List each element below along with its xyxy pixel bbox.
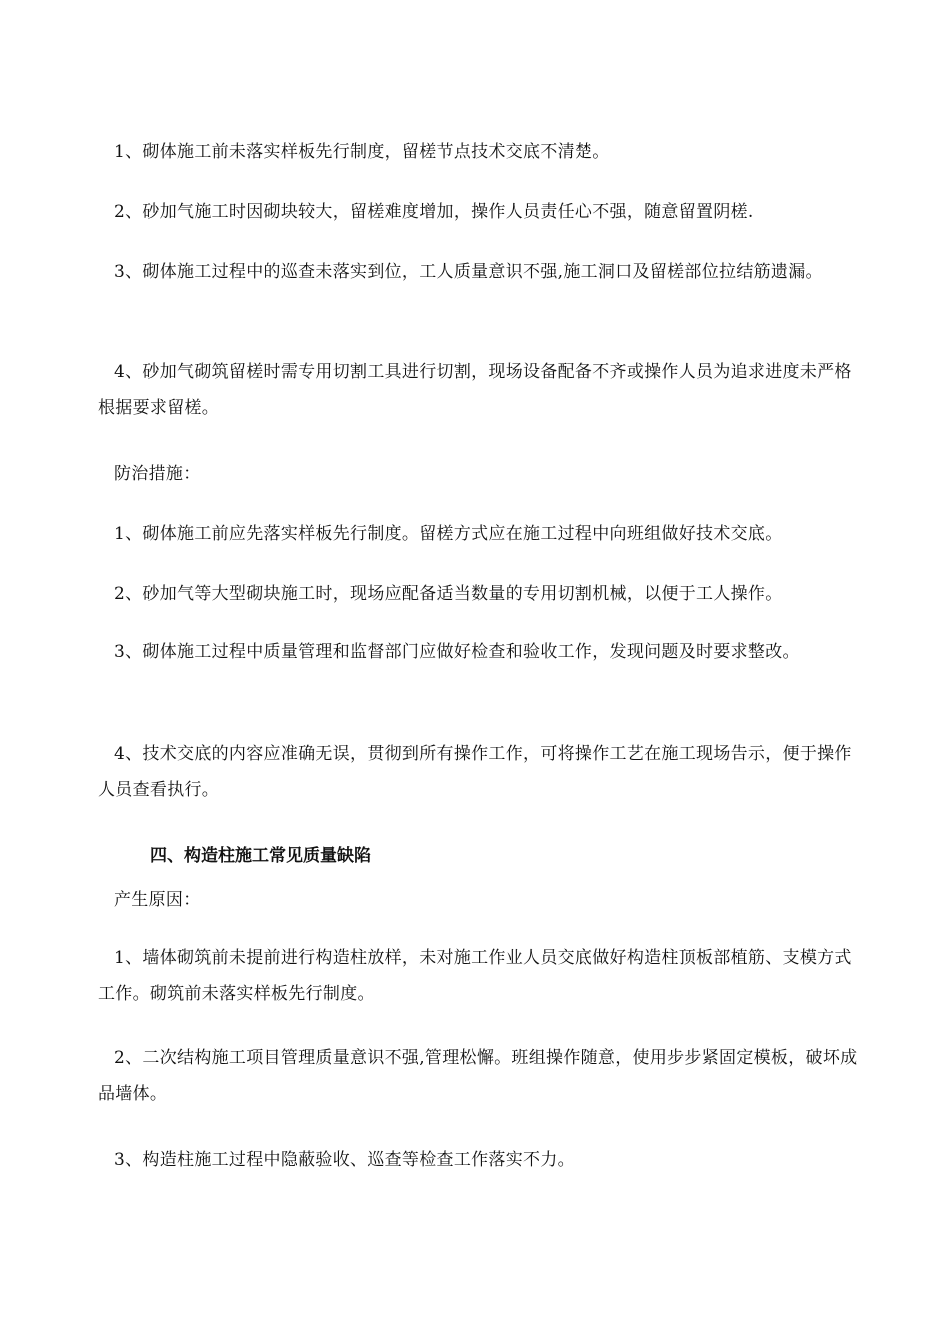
defect-cause-item-1: 1、墙体砌筑前未提前进行构造柱放样，未对施工作业人员交底做好构造柱顶板部植筋、支模方式工作。砌筑前未落实样板先行制度。 bbox=[98, 948, 852, 1004]
measure-item-3: 3、砌体施工过程中质量管理和监督部门应做好检查和验收工作，发现问题及时要求整改。 bbox=[114, 642, 800, 662]
cause-item-2: 2、砂加气施工时因砌块较大，留槎难度增加，操作人员责任心不强，随意留置阴槎. bbox=[114, 202, 754, 222]
causes-label: 产生原因： bbox=[114, 890, 201, 910]
defect-cause-item-2: 2、二次结构施工项目管理质量意识不强,管理松懈。班组操作随意，使用步步紧固定模板，破坏成品墙体。 bbox=[98, 1048, 858, 1104]
cause-item-3: 3、砌体施工过程中的巡查未落实到位，工人质量意识不强,施工洞口及留槎部位拉结筋遗漏。 bbox=[114, 262, 823, 282]
measures-label: 防治措施： bbox=[114, 464, 201, 484]
measure-item-2: 2、砂加气等大型砌块施工时，现场应配备适当数量的专用切割机械，以便于工人操作。 bbox=[114, 584, 783, 604]
measure-item-4: 4、技术交底的内容应准确无误，贯彻到所有操作工作，可将操作工艺在施工现场告示，便于操作人员查看执行。 bbox=[98, 744, 852, 800]
measure-item-1: 1、砌体施工前应先落实样板先行制度。留槎方式应在施工过程中向班组做好技术交底。 bbox=[114, 524, 783, 544]
defect-cause-item-3: 3、构造柱施工过程中隐蔽验收、巡查等检查工作落实不力。 bbox=[114, 1150, 575, 1170]
cause-item-1: 1、砌体施工前未落实样板先行制度，留槎节点技术交底不清楚。 bbox=[114, 142, 610, 162]
cause-item-4: 4、砂加气砌筑留槎时需专用切割工具进行切割，现场设备配备不齐或操作人员为追求进度未严格根据要求留槎。 bbox=[98, 362, 852, 418]
section-heading: 四、构造柱施工常见质量缺陷 bbox=[150, 846, 371, 866]
